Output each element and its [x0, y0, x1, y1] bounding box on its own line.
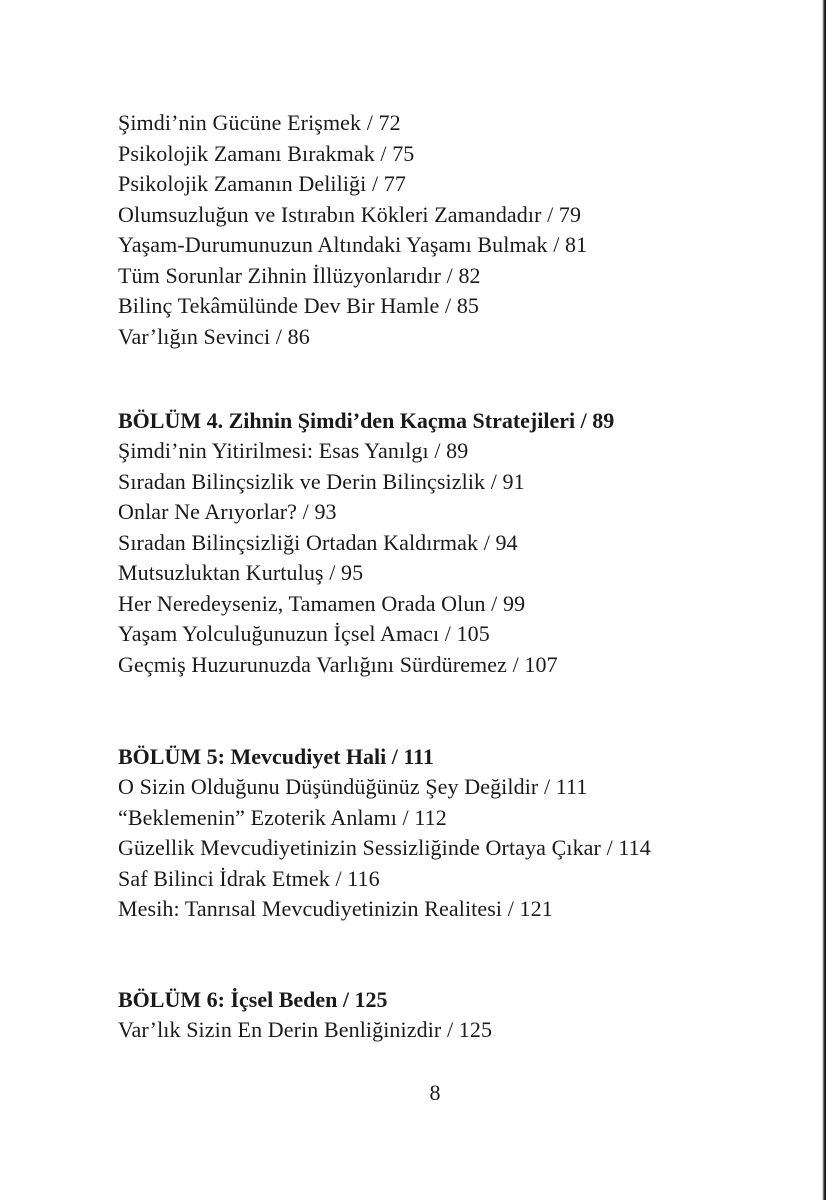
chapter-heading: BÖLÜM 6: İçsel Beden / 125 [118, 986, 388, 1012]
toc-entry: Yaşam-Durumunuzun Altındaki Yaşamı Bulmak / 81 [118, 232, 588, 257]
toc-entry: Var’lık Sizin En Derin Benliğinizdir / 125 [118, 1016, 493, 1042]
toc-entry: Onlar Ne Arıyorlar? / 93 [118, 499, 337, 524]
toc-entry: Mesih: Tanrısal Mevcudiyetinizin Realitesi / 121 [118, 896, 553, 921]
chapter-heading: BÖLÜM 4. Zihnin Şimdi’den Kaçma Stratejileri / 89 [118, 408, 615, 433]
toc-entry: “Beklemenin” Ezoterik Anlamı / 112 [118, 804, 447, 830]
toc-entry: Psikolojik Zamanı Bırakmak / 75 [118, 140, 415, 166]
toc-entry: Şimdi’nin Yitirilmesi: Esas Yanılgı / 89 [118, 438, 469, 463]
toc-entry: Tüm Sorunlar Zihnin İllüzyonlarıdır / 82 [118, 262, 481, 288]
toc-entry: Geçmiş Huzurunuzda Varlığını Sürdüremez / 107 [118, 651, 558, 677]
toc-entry: Bilinç Tekâmülünde Dev Bir Hamle / 85 [118, 293, 480, 318]
toc-entry: Saf Bilinci İdrak Etmek / 116 [118, 865, 380, 891]
page-edge-shadow [822, 0, 826, 1200]
toc-entry: Şimdi’nin Gücüne Erişmek / 72 [118, 110, 401, 135]
toc-entry: Mutsuzluktan Kurtuluş / 95 [118, 560, 364, 585]
table-of-contents [118, 108, 778, 1045]
intro-section [118, 108, 778, 352]
toc-entry: Sıradan Bilinçsizliği Ortadan Kaldırmak / 94 [118, 529, 518, 555]
toc-entry: Sıradan Bilinçsizlik ve Derin Bilinçsizlik / 91 [118, 468, 525, 494]
toc-entry: Güzellik Mevcudiyetinizin Sessizliğinde Ortaya Çıkar / 114 [118, 835, 651, 860]
chapter-5-section [118, 742, 778, 925]
chapter-heading: BÖLÜM 5: Mevcudiyet Hali / 111 [118, 744, 434, 769]
toc-entry: Psikolojik Zamanın Deliliği / 77 [118, 171, 406, 196]
toc-entry: Yaşam Yolculuğunuzun İçsel Amacı / 105 [118, 621, 490, 646]
chapter-4-section [118, 406, 778, 680]
page-number: 8 [429, 1080, 441, 1105]
chapter-6-section [118, 985, 778, 1046]
toc-entry: Her Neredeyseniz, Tamamen Orada Olun / 99 [118, 590, 526, 616]
toc-entry: Olumsuzluğun ve Istırabın Kökleri Zamandadır / 79 [118, 201, 582, 227]
toc-entry: Var’lığın Sevinci / 86 [118, 323, 310, 349]
toc-entry: O Sizin Olduğunu Düşündüğünüz Şey Değildir / 111 [118, 774, 588, 799]
